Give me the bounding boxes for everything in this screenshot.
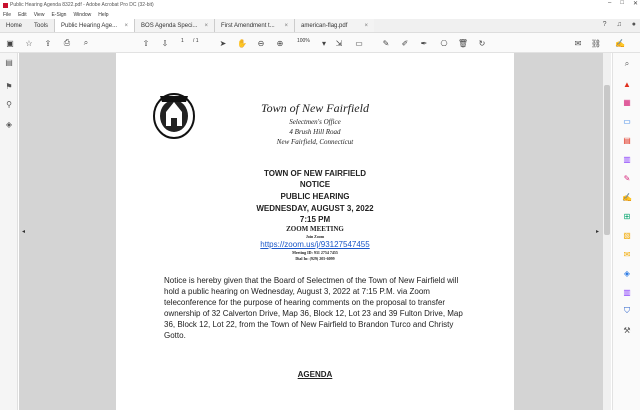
join-zoom-label: Join Zoom xyxy=(305,234,325,239)
tab-bar xyxy=(0,19,640,33)
meeting-time: 7:15 PM xyxy=(299,215,331,224)
menu-edit[interactable]: Edit xyxy=(18,11,27,18)
shield-icon[interactable]: ⛉ xyxy=(624,306,630,315)
minimize-icon[interactable]: – xyxy=(608,0,612,6)
window-title: Public Hearing Agenda 8322.pdf - Adobe Acrobat Pro DC (32-bit) xyxy=(10,2,154,8)
chevron-down-icon[interactable]: ▾ xyxy=(321,38,326,48)
tab-doc-bos-agenda[interactable] xyxy=(134,19,214,32)
menu-view[interactable]: View xyxy=(33,11,45,18)
tab-doc-first-amendment[interactable] xyxy=(214,19,294,32)
search-icon[interactable]: ⌕ xyxy=(83,38,89,47)
stamp-icon[interactable]: ⎔ xyxy=(440,38,448,48)
tab-label: Public Hearing Age... xyxy=(61,22,118,29)
more-tools-icon[interactable]: ⚒ xyxy=(623,325,631,335)
comment-icon[interactable]: ✎ xyxy=(382,38,390,48)
acrobat-app-icon xyxy=(3,3,8,8)
draw-icon[interactable]: ✒ xyxy=(420,38,428,48)
menu-file[interactable]: File xyxy=(3,11,12,18)
create-pdf-icon[interactable]: ▦ xyxy=(623,97,631,107)
scan-ocr-icon[interactable]: ⊞ xyxy=(623,211,631,221)
vertical-scrollbar[interactable] xyxy=(603,53,611,410)
delete-icon[interactable]: 🗑 xyxy=(457,38,469,48)
search-icon[interactable]: ⌕ xyxy=(624,59,630,68)
upload-icon[interactable]: ⇪ xyxy=(44,38,52,48)
menu-help[interactable]: Help xyxy=(98,11,109,18)
maximize-icon[interactable]: □ xyxy=(620,0,624,6)
tab-tools[interactable]: Tools xyxy=(34,22,49,29)
toolbar xyxy=(0,33,640,53)
address-line-1: 4 Brush Hill Road xyxy=(289,128,341,136)
fill-sign-icon[interactable]: ✎ xyxy=(623,173,631,183)
office-name: Selectmen's Office xyxy=(289,118,341,126)
collapse-left-panel-icon[interactable]: ◂ xyxy=(22,229,26,235)
save-icon[interactable]: ▣ xyxy=(6,38,14,48)
close-icon[interactable]: ✕ xyxy=(632,1,638,7)
document-viewer[interactable] xyxy=(19,53,603,410)
zoom-meeting-heading: ZOOM MEETING xyxy=(286,225,344,233)
agenda-heading: AGENDA xyxy=(297,370,333,379)
select-cursor-icon[interactable]: ➤ xyxy=(219,38,227,48)
organize-pages-icon[interactable]: ▥ xyxy=(623,154,631,164)
close-tab-icon[interactable]: × xyxy=(284,22,289,29)
dial-in-number: Dial In: (929) 205-6099 xyxy=(295,256,335,261)
fit-page-icon[interactable]: ⇲ xyxy=(335,38,343,48)
bookmarks-icon[interactable]: ⚑ xyxy=(5,81,13,91)
title-bar xyxy=(0,0,640,10)
pdf-page xyxy=(116,53,514,410)
tab-label: First Amendment t... xyxy=(221,22,275,29)
close-tab-icon[interactable]: × xyxy=(124,22,129,29)
export-pdf-icon[interactable]: ▲ xyxy=(623,79,631,89)
link-icon[interactable]: ⛓ xyxy=(590,38,602,48)
zoom-in-icon[interactable]: ⊕ xyxy=(276,38,284,48)
edit-pdf-icon[interactable]: ▭ xyxy=(623,116,631,126)
page-fit-options-icon[interactable]: ▭ xyxy=(355,38,363,48)
tab-label: american-flag.pdf xyxy=(301,22,348,29)
rotate-icon[interactable]: ↻ xyxy=(478,38,486,48)
protect-icon[interactable]: ◈ xyxy=(623,268,631,278)
menu-bar xyxy=(0,10,640,19)
scrollbar-thumb[interactable] xyxy=(604,85,610,235)
notice-paragraph: Notice is hereby given that the Board of Selectmen of the Town of New Fairfield will hold a public hearing on Wednesday, August 3, 2022 at 7:15 P.M. via Zoom teleconference for the purpose of hearing comments on the proposal to transfer ownership of 32 Calverton Drive, Map 36, Block 12, Lot 23 and 39 Fulton Drive, Map 36, Block 12, Lot 22, from the Town of New Fairfield to Brandon Turco and Christy Gotto. xyxy=(164,276,463,340)
highlight-icon[interactable]: ✐ xyxy=(401,38,409,48)
meeting-id: Meeting ID: 931 2754 7455 xyxy=(292,250,338,255)
tab-doc-american-flag[interactable] xyxy=(294,19,374,32)
redact-icon[interactable]: ▥ xyxy=(623,287,631,297)
left-navigation-panel xyxy=(0,53,18,410)
notice-heading-public-hearing: PUBLIC HEARING xyxy=(280,192,350,201)
help-icon[interactable]: ? xyxy=(602,21,607,28)
attachments-icon[interactable]: ⚲ xyxy=(6,99,12,109)
zoom-level-select[interactable]: 100% xyxy=(297,38,310,44)
collapse-right-panel-icon[interactable]: ▸ xyxy=(596,229,600,235)
notice-heading-town: TOWN OF NEW FAIRFIELD xyxy=(263,169,367,178)
close-tab-icon[interactable]: × xyxy=(204,22,209,29)
tab-doc-public-hearing[interactable] xyxy=(54,19,134,32)
print-icon[interactable]: ⎙ xyxy=(63,38,71,47)
bell-icon[interactable]: ♫ xyxy=(616,21,622,28)
page-up-icon[interactable]: ⇧ xyxy=(142,38,150,48)
close-tab-icon[interactable]: × xyxy=(364,22,369,29)
right-tools-panel xyxy=(612,53,640,410)
menu-esign[interactable]: E-Sign xyxy=(51,11,67,18)
layers-icon[interactable]: ◈ xyxy=(5,119,13,129)
address-line-2: New Fairfield, Connecticut xyxy=(276,138,354,146)
page-total: / 1 xyxy=(193,38,199,44)
send-for-signature-icon[interactable]: ✍ xyxy=(622,192,632,202)
notice-heading-notice: NOTICE xyxy=(299,180,331,189)
combine-files-icon[interactable]: ▧ xyxy=(623,230,631,240)
email-icon[interactable]: ✉ xyxy=(574,38,582,48)
menu-window[interactable]: Window xyxy=(73,11,92,18)
export-icon[interactable]: ▤ xyxy=(623,135,631,145)
town-name-heading: Town of New Fairfield xyxy=(261,101,369,115)
tab-label: BOS Agenda Speci... xyxy=(141,22,198,29)
meeting-date: WEDNESDAY, AUGUST 3, 2022 xyxy=(256,204,374,213)
page-number-input[interactable]: 1 xyxy=(181,38,184,44)
account-icon[interactable]: ● xyxy=(631,21,636,28)
page-thumbnails-icon[interactable]: ▤ xyxy=(5,57,13,67)
hand-tool-icon[interactable]: ✋ xyxy=(237,38,247,48)
tab-home[interactable]: Home xyxy=(6,22,23,29)
bookmark-star-icon[interactable]: ☆ xyxy=(25,38,33,48)
comment-tool-icon[interactable]: ✉ xyxy=(623,249,631,259)
zoom-out-icon[interactable]: ⊖ xyxy=(257,38,265,48)
zoom-link[interactable]: https://zoom.us/j/93127547455 xyxy=(260,240,370,249)
page-down-icon[interactable]: ⇩ xyxy=(161,38,169,48)
sign-icon[interactable]: ✍ xyxy=(615,38,625,48)
